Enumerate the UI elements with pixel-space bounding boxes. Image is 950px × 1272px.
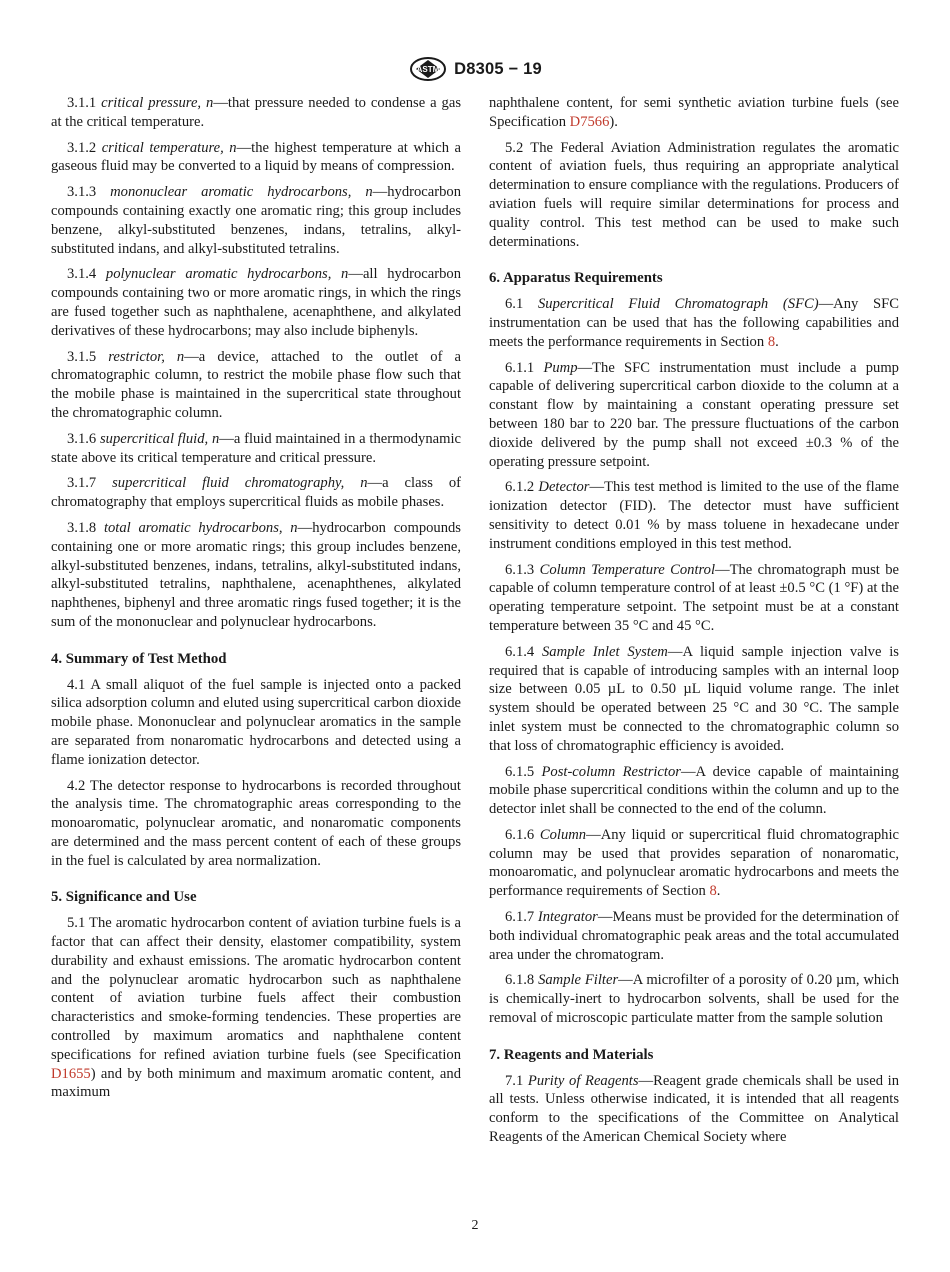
- section-number: 3.1.2: [67, 139, 97, 156]
- term: Post-column Restrictor: [541, 763, 681, 780]
- term: Supercritical Fluid Chromatograph (SFC): [537, 296, 819, 313]
- section-heading-6: 6. Apparatus Requirements: [489, 270, 663, 287]
- paragraph-4-2: 4.2 The detector response to hydrocarbons is recorded throughout the analysis time. The chromatographic areas corresponding to the monoaromatic, polynuclear aromatic, and nonaromatic components are determined and the mass percent content of each of these groups in the fuel is calculated by area normalization.: [51, 777, 461, 869]
- spec-link-d7566[interactable]: D7566: [569, 113, 610, 130]
- paragraph-6-1-8: 6.1.8 Sample Filter—A microfilter of a porosity of 0.20 µm, which is chemically-inert to hydrocarbon solvents, shall be used for the removal of microscopic particulate matter from the sample solution: [489, 972, 899, 1027]
- definition-3-1-4: [51, 265, 461, 340]
- left-column: [51, 94, 461, 1109]
- term: mononuclear aromatic hydrocarbons, n: [110, 184, 373, 201]
- paragraph-5-1: 5.1 The aromatic hydrocarbon content of aviation turbine fuels is a factor that can affect their density, elastomer compatibility, system durability and exhaust emissions. The aromatic hydrocarbon content and the polynuclear aromatic hydrocarbon such as naphthalene content of aviation turbine fuels affect their combustion characteristics and smoke-forming tendencies. These properties are controlled by maximum aromatics and naphthalene content specifications for refined aviation turbine fuels (see Specification D1655) and by both minimum and maximum aromatic content, and maximum: [51, 915, 461, 1101]
- page-number: 2: [471, 1218, 479, 1233]
- term: critical temperature, n: [101, 139, 237, 156]
- paragraph-6-1-7: 6.1.7 Integrator—Means must be provided for the determination of both individual chromatographic peak areas and the total accumulated area under the chromatogram.: [489, 909, 899, 963]
- term: supercritical fluid, n: [99, 430, 220, 447]
- section-heading-7: 7. Reagents and Materials: [489, 1046, 654, 1063]
- term: Column Temperature Control: [539, 561, 715, 578]
- term: Sample Filter: [538, 972, 619, 989]
- definition-text: —a fluid maintained in a thermodynamic state above its critical temperature and critical pressure.: [51, 430, 461, 466]
- paragraph-6-1-3: 6.1.3 Column Temperature Control—The chromatograph must be capable of column temperature control of at least ±0.5 °C (1 °F) at the operating temperature setpoint. The setpoint must be at a constant temperature between 35 °C and 45 °C.: [489, 561, 899, 634]
- section-number: 3.1.5: [67, 348, 97, 365]
- section-number: 6.1.8: [505, 972, 535, 989]
- term: Sample Inlet System: [542, 643, 668, 660]
- spec-link-d1655[interactable]: D1655: [51, 1065, 91, 1082]
- term: Integrator: [537, 909, 598, 926]
- paragraph-7-1: 7.1 Purity of Reagents—Reagent grade chemicals shall be used in all tests. Unless otherwise indicated, it is intended that all reagents conform to the specifications of the Committee on Analytical Reagents of the American Chemical Society where: [489, 1072, 900, 1146]
- section-number: 6.1.4: [505, 643, 535, 660]
- definition-3-1-6: [51, 430, 461, 468]
- definition-text: —that pressure needed to condense a gas at the critical temperature.: [51, 95, 461, 130]
- paragraph-6-1-2: 6.1.2 Detector—This test method is limited to the use of the flame ionization detector (FID). The detector must have sufficient sensitivity to detect 0.01 % by mass toluene in hexadecane under instrument conditions employed in this test method.: [489, 479, 900, 552]
- right-column: [489, 94, 899, 1154]
- section-number: 6.1.3: [505, 561, 535, 578]
- astm-logo-icon: [408, 57, 448, 81]
- section-number: 3.1.3: [67, 184, 97, 201]
- section-number: 7.1: [505, 1072, 524, 1089]
- section-8-link[interactable]: 8: [709, 883, 717, 900]
- section-number: 6.1.7: [505, 909, 535, 926]
- term: Pump: [543, 359, 578, 376]
- section-number: 3.1.8: [67, 519, 97, 536]
- section-number: 3.1.7: [67, 475, 97, 492]
- term: supercritical fluid chromatography, n: [112, 475, 368, 492]
- paragraph-4-1: 4.1 A small aliquot of the fuel sample is injected onto a packed silica adsorption column and eluted using supercritical carbon dioxide mobile phase. Mononuclear and polynuclear aromatics in the sample are separated from nonaromatic hydrocarbons and detected using a flame ionization detector.: [51, 676, 461, 768]
- section-number: 3.1.4: [67, 266, 97, 283]
- section-number: 6.1: [505, 296, 524, 313]
- term: Detector: [538, 479, 590, 496]
- definition-text: —a class of chromatography that employs supercritical fluids as mobile phases.: [51, 475, 461, 511]
- definition-3-1-7: [51, 474, 461, 512]
- section-8-link[interactable]: 8: [767, 333, 776, 350]
- definition-3-1-1: [51, 94, 461, 132]
- page-header: [0, 57, 950, 83]
- paragraph-6-1-6: 6.1.6 Column—Any liquid or supercritical fluid chromatographic column may be used that provides separation of nonaromatic, monoaromatic, and polynuclear aromatic hydrocarbons and meets the performance requirements of Section 8.: [489, 826, 899, 900]
- section-number: 6.1.2: [505, 479, 535, 496]
- definition-3-1-5: [51, 348, 461, 423]
- section-number: 6.1.1: [505, 359, 535, 376]
- definition-text: —a device, attached to the outlet of a chromatographic column, to restrict the mobile phase flow such that the mobile phase is maintained in the supercritical state throughout the chromatographic column.: [51, 348, 461, 421]
- section-heading-4: 4. Summary of Test Method: [51, 650, 227, 667]
- paragraph-5-2: 5.2 The Federal Aviation Administration regulates the aromatic content of aviation fuels, thus requiring an appropriate analytical determination to ensure compliance with the regulations. Producers of aviation fuels will require similar determinations for process and quality control. This test method can be used to make such determinations.: [489, 139, 899, 250]
- definition-text: —hydrocarbon compounds containing exactly one aromatic ring; this group includes benzene, alkyl-substituted benzenes, indans, tetralins, alkyl-substituted indans, and alkyl-substituted tetralins.: [51, 184, 461, 257]
- section-number: 3.1.1: [67, 95, 97, 111]
- term: Purity of Reagents: [527, 1072, 639, 1089]
- section-number: 6.1.6: [505, 826, 535, 843]
- paragraph-6-1-5: 6.1.5 Post-column Restrictor—A device capable of maintaining mobile phase supercritical conditions within the column and up to the detector inlet shall be connected to the end of the column.: [489, 763, 899, 818]
- definition-3-1-2: [51, 139, 461, 177]
- definition-3-1-8: [51, 519, 461, 632]
- paragraph-5-1-continued: naphthalene content, for semi synthetic aviation turbine fuels (see Specification D7566).: [489, 95, 899, 130]
- paragraph-6-1-1: 6.1.1 Pump—The SFC instrumentation must include a pump capable of delivering supercritical carbon dioxide to the column at a constant flow by maintaining a constant operating pressure set between 180 bar to 220 bar. The pressure fluctuations of the carbon dioxide delivered by the pump shall not exceed ±0.3 % of the operating pressure setpoint.: [489, 359, 899, 470]
- term: polynuclear aromatic hydrocarbons, n: [105, 266, 349, 283]
- paragraph-6-1: 6.1 Supercritical Fluid Chromatograph (SFC)—Any SFC instrumentation can be used that has the following capabilities and meets the performance requirements in Section 8.: [489, 296, 899, 350]
- definition-text: —all hydrocarbon compounds containing two or more aromatic rings, in which the rings are fused together such as naphthalene, acenaphthene, and alkylated derivatives of these hydrocarbons; may also include biphenyls.: [51, 266, 461, 339]
- logo-text: ASTM: [416, 65, 440, 74]
- term: total aromatic hydrocarbons, n: [103, 519, 298, 536]
- section-number: 6.1.5: [505, 763, 535, 780]
- term: critical pressure, n: [101, 95, 214, 111]
- term: Column: [539, 826, 587, 843]
- paragraph-6-1-4: 6.1.4 Sample Inlet System—A liquid sample injection valve is required that is capable of introducing samples with an internal loop size between 0.05 µL to 0.50 µL liquid volume range. The inlet system should be operated between 25 °C and 30 °C. The sample inlet system must be connected to the chromatographic column so that loss of chromatographic efficiency is avoided.: [489, 643, 899, 754]
- definition-text: —hydrocarbon compounds containing one or more aromatic rings; this group includes benzene, alkyl-substituted benzenes, indans, tetralins, alkyl-substituted indans, alkyl-substituted tetralins, naphthalene, acenaphthenes, alkylated naphthenes, biphenyl and three aromatic rings fused together; it is the sum of the mononuclear and polynuclear hydrocarbons.: [51, 519, 461, 630]
- term: restrictor, n: [108, 348, 185, 365]
- definition-text: —the highest temperature at which a gaseous fluid may be converted to a liquid by means of compression.: [51, 139, 461, 175]
- definition-3-1-3: [51, 183, 461, 258]
- document-number: D8305 − 19: [454, 59, 542, 78]
- section-number: 3.1.6: [67, 430, 97, 447]
- section-heading-5: 5. Significance and Use: [51, 889, 197, 906]
